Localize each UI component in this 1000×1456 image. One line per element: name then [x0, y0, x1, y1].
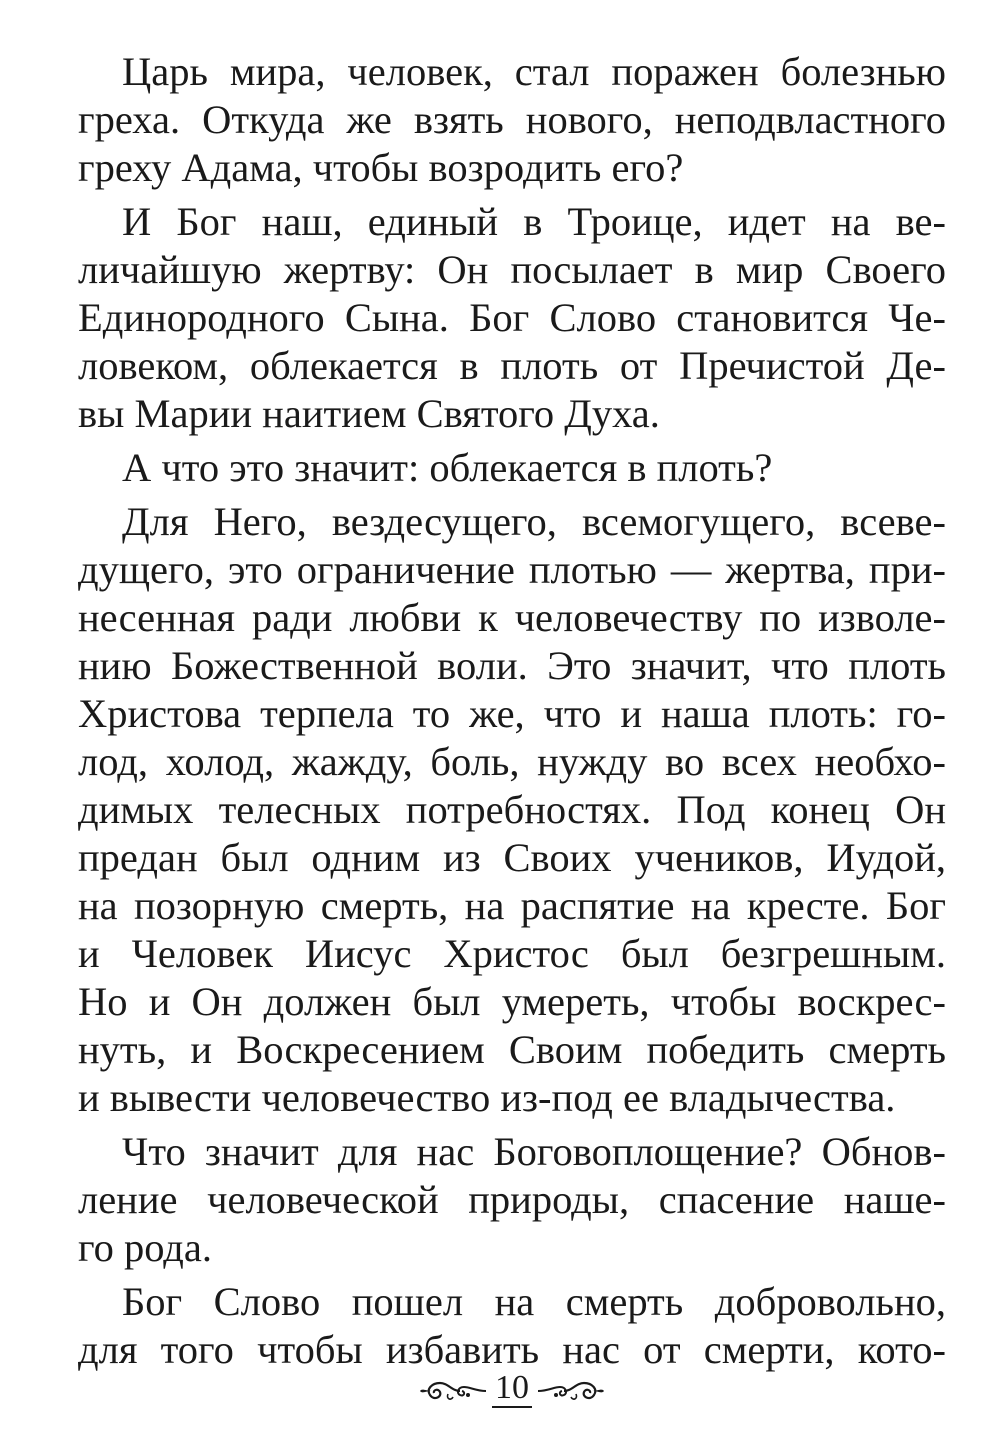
text-line: предан был одним из Своих учеников, Иудой,: [78, 835, 946, 880]
floral-ornament-right-icon: [536, 1378, 606, 1404]
text-line: лод, холод, жажду, боль, нужду во всех необхо-: [78, 739, 946, 784]
text-line: и Человек Иисус Христос был безгрешным.: [78, 931, 946, 976]
text-line: дущего, это ограничение плотью — жертва, при-: [78, 547, 946, 592]
text-line: на позорную смерть, на распятие на кресте. Бог: [78, 883, 946, 928]
text-line: личайшую жертву: Он посылает в мир Своего: [78, 247, 946, 292]
text-line: греха. Откуда же взять нового, неподвластного: [78, 97, 946, 142]
text-line: для того чтобы избавить нас от смерти, кото-: [78, 1327, 946, 1372]
text-line: греху Адама, чтобы возродить его?: [78, 145, 684, 190]
page-footer: [0, 1368, 1000, 1424]
text-line: Единородного Сына. Бог Слово становится Че-: [78, 295, 946, 340]
page-number-underline: [492, 1406, 532, 1408]
text-line: И Бог наш, единый в Троице, идет на ве-: [122, 199, 946, 244]
floral-ornament-left-icon: [418, 1378, 488, 1404]
text-line: го рода.: [78, 1225, 213, 1270]
text-line: Царь мира, человек, стал поражен болезнью: [122, 49, 946, 94]
page-number: 10: [495, 1369, 529, 1406]
text-line: несенная ради любви к человечеству по изволе-: [78, 595, 946, 640]
text-line: Но и Он должен был умереть, чтобы воскрес-: [78, 979, 946, 1024]
text-line: Что значит для нас Боговоплощение? Обнов-: [122, 1129, 946, 1174]
text-line: А что это значит: облекается в плоть?: [122, 445, 773, 490]
text-line: ление человеческой природы, спасение наше-: [78, 1177, 946, 1222]
text-line: вы Марии наитием Святого Духа.: [78, 391, 660, 436]
text-line: нию Божественной воли. Это значит, что плоть: [78, 643, 946, 688]
text-line: и вывести человечество из-под ее владычества.: [78, 1075, 896, 1120]
text-line: Для Него, вездесущего, всемогущего, всеве-: [122, 499, 946, 544]
text-line: ловеком, облекается в плоть от Пречистой Де-: [78, 343, 946, 388]
text-line: нуть, и Воскресением Своим победить смерть: [78, 1027, 946, 1072]
text-line: Бог Слово пошел на смерть добровольно,: [122, 1279, 946, 1324]
text-line: димых телесных потребностях. Под конец Он: [78, 787, 946, 832]
text-line: Христова терпела то же, что и наша плоть: го-: [78, 691, 946, 736]
